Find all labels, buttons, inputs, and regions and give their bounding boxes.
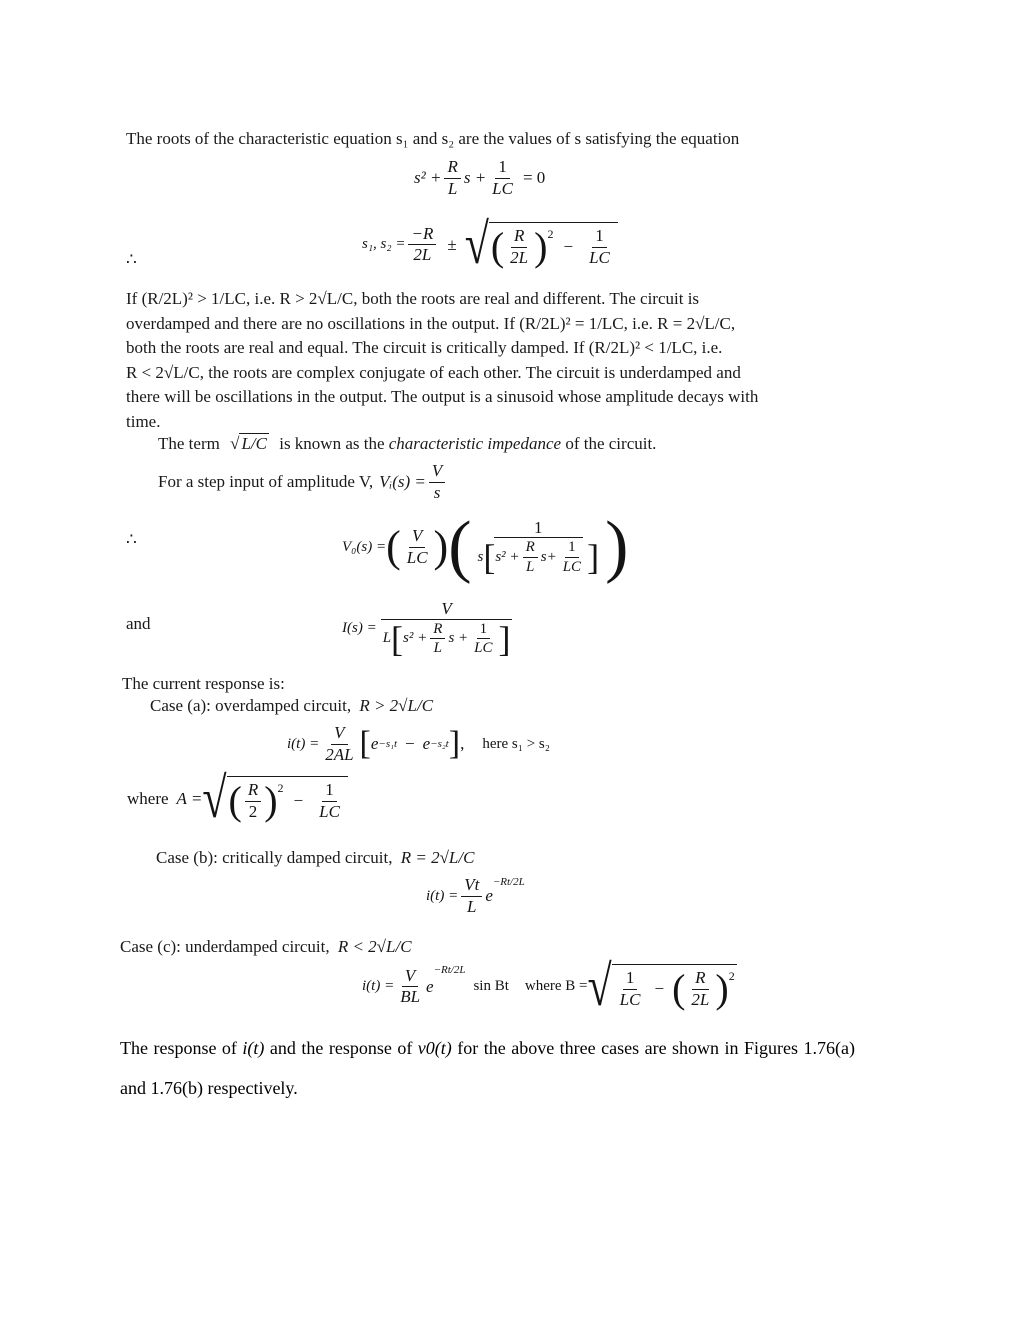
- here-note: here s₁ > s₂: [482, 735, 550, 752]
- frac-num: R: [511, 227, 527, 248]
- eq-lhs: i(t) =: [426, 887, 459, 904]
- frac-num: R: [430, 621, 445, 640]
- frac-den: LC: [474, 640, 493, 657]
- eq-lhs: A =: [176, 788, 203, 808]
- exponent: 2: [547, 227, 554, 241]
- minus-sign: −: [293, 791, 304, 811]
- exponent: −Rt/2L: [492, 876, 525, 888]
- frac-den: 2AL: [325, 744, 354, 764]
- where-label: where: [127, 788, 169, 808]
- minus-sign: −: [563, 237, 574, 257]
- frac-num: −R: [408, 225, 436, 246]
- eq-lhs: I(s) =: [342, 619, 377, 636]
- paragraph-line: there will be oscillations in the output. The output is a sinusoid whose amplitude decays with: [126, 387, 759, 407]
- minus-sign: −: [654, 979, 665, 999]
- where-b-label: where B =: [524, 978, 588, 995]
- sqrt-term: L/C: [241, 434, 267, 453]
- and-label: and: [126, 614, 151, 633]
- exponent: −s₁t: [378, 738, 398, 751]
- case-label: Case (b): critically damped circuit,: [156, 848, 393, 867]
- frac-num: R: [444, 158, 460, 179]
- case-c-heading: [120, 937, 412, 957]
- frac-num: 1: [565, 539, 579, 558]
- vi-lhs: Vᵢ(s) =: [379, 472, 426, 492]
- paragraph-line: If (R/2L)² > 1/LC, i.e. R > 2√L/C, both the roots are real and different. The circuit is: [126, 289, 700, 308]
- frac-num: 1: [495, 158, 510, 179]
- frac-num: 1: [322, 781, 337, 802]
- step-input-line: [158, 462, 448, 502]
- characteristic-equation: [414, 158, 545, 198]
- analysis-paragraph: [126, 287, 758, 435]
- exponent: −Rt/2L: [433, 964, 466, 976]
- frac-den: 2: [248, 801, 258, 821]
- exp-base: e: [422, 734, 431, 754]
- den-term: s² +: [495, 549, 520, 566]
- frac-num: 1: [477, 621, 491, 640]
- footer-text: and the response of: [264, 1038, 418, 1058]
- paragraph-line: both the roots are real and equal. The circuit is critically damped. If (R/2L)² < 1/LC, i.e.: [126, 338, 723, 358]
- eq-lhs: V₀(s) =: [342, 538, 387, 555]
- den-l: L: [382, 630, 392, 647]
- frac-den: 2L: [691, 989, 710, 1009]
- frac-den: LC: [589, 247, 610, 267]
- frac-den: L: [525, 558, 535, 575]
- frac-num: R: [523, 539, 538, 558]
- footer-v0: v0(t): [417, 1038, 452, 1058]
- paragraph-line: R < 2√L/C, the roots are complex conjugate of each other. The circuit is underdamped and: [126, 362, 741, 382]
- case-c-equation: i(t) = $\frac{V}{BL}$ e −Rt/2L sin Bt where B = √ $\frac{1}{LC}$ − ( $\frac{R}{2L}$ ) $^2$: [362, 954, 735, 1018]
- case-b-equation: [426, 876, 525, 916]
- frac-num: V: [381, 600, 511, 620]
- case-label: Case (c): underdamped circuit,: [120, 937, 330, 956]
- frac-den: BL: [400, 987, 421, 1007]
- frac-num: V: [331, 724, 347, 745]
- plus-minus: ±: [447, 234, 457, 254]
- frac-den: 2L: [510, 247, 529, 267]
- roots-equation: s₁, s₂ = $\frac{-R}{2L}$ ± √ ( $\frac{R}{2L}$ ) $^2$ − $\frac{1}{LC}$: [362, 222, 618, 267]
- frac-num: V: [409, 527, 425, 548]
- frac-den: L: [467, 896, 477, 916]
- frac-den: 2L: [413, 245, 432, 265]
- is-equation: I(s) = V L [ s² + $\frac{R}{L}$ s + $\frac{1}{LC}$ ]: [342, 599, 511, 659]
- case-a-equation: i(t) = $\frac{V}{2AL}$ [ e −s₁t − e −s₂t ] , here s₁ > s₂: [287, 723, 550, 764]
- frac-den: LC: [619, 989, 641, 1009]
- case-condition: R > 2√L/C: [359, 696, 434, 715]
- case-a-heading: [150, 696, 433, 716]
- frac-den: L: [433, 640, 443, 657]
- frac-num: 1: [623, 969, 638, 990]
- frac-num: V: [402, 967, 418, 988]
- sin-term: sin Bt: [473, 978, 509, 995]
- den-s: s: [477, 549, 484, 566]
- paragraph-line: overdamped and there are no oscillations in the output. If (R/2L)² = 1/LC, i.e. R = 2√L/C,: [126, 313, 736, 333]
- footer-it: i(t): [242, 1038, 265, 1058]
- term-pre: The term: [158, 434, 220, 453]
- eq-lhs: i(t) =: [287, 735, 320, 752]
- case-label: Case (a): overdamped circuit,: [150, 696, 352, 715]
- den-term: s +: [448, 630, 469, 647]
- minus-sign: −: [405, 734, 415, 754]
- footer-paragraph: [120, 1028, 855, 1108]
- frac-num: 1: [592, 227, 607, 248]
- frac-den: LC: [319, 801, 340, 821]
- paragraph-line: time.: [126, 411, 161, 431]
- therefore-symbol: ∴: [126, 530, 137, 549]
- therefore-symbol: ∴: [126, 250, 137, 269]
- where-a-equation: where A = √ ( $\frac{R}{2}$ ) $^2$ − $\frac{1}{LC}$: [127, 776, 348, 821]
- intro-line: The roots of the characteristic equation s₁ and s₂ are the values of s satisfying the equation: [126, 129, 740, 148]
- footer-text: The response of: [120, 1038, 243, 1058]
- eq-term: s +: [463, 168, 487, 188]
- frac-num: R: [245, 781, 261, 802]
- eq-rhs: = 0: [522, 168, 546, 188]
- exponent: 2: [728, 969, 735, 983]
- step-text: For a step input of amplitude V,: [158, 472, 374, 492]
- frac-num: V: [429, 462, 445, 483]
- frac-den: LC: [492, 178, 513, 198]
- frac-num: Vt: [461, 876, 482, 897]
- frac-den: L: [447, 178, 458, 198]
- current-response-heading: The current response is:: [122, 674, 285, 693]
- frac-den: LC: [562, 558, 582, 575]
- exp-base: e: [426, 976, 434, 996]
- exponent: −s₂t: [430, 738, 449, 751]
- frac-num: R: [692, 969, 708, 990]
- exponent: 2: [277, 781, 284, 795]
- frac-num: 1: [494, 519, 583, 539]
- case-condition: R < 2√L/C: [337, 937, 412, 956]
- vo-equation: V₀(s) = ( $\frac{V}{LC}$ ) ( 1 s [ s² + $\frac{R}{L}$ s+ $\frac{1}{LC}$ ] ): [342, 508, 629, 585]
- eq-lhs: s₁, s₂ =: [362, 236, 406, 253]
- den-term: s+: [540, 549, 557, 566]
- eq-lhs: i(t) =: [362, 978, 395, 995]
- exp-base: e: [370, 734, 379, 754]
- frac-den: LC: [406, 547, 428, 567]
- eq-term: s² +: [414, 168, 442, 188]
- term-post: of the circuit.: [565, 434, 657, 453]
- term-mid: is known as the: [279, 434, 385, 453]
- den-term: s² +: [403, 630, 428, 647]
- exp-base: e: [485, 886, 493, 906]
- frac-den: s: [433, 482, 441, 502]
- term-emphasis: characteristic impedance: [388, 434, 562, 453]
- footer-text: for the above three cases are shown in Figures 1.76(a) and 1.76(b) respectively.: [120, 1038, 855, 1098]
- case-condition: R = 2√L/C: [400, 848, 475, 867]
- case-b-heading: [156, 848, 474, 868]
- term-line: The term √ L/C is known as the characteristic impedance of the circuit.: [158, 434, 657, 453]
